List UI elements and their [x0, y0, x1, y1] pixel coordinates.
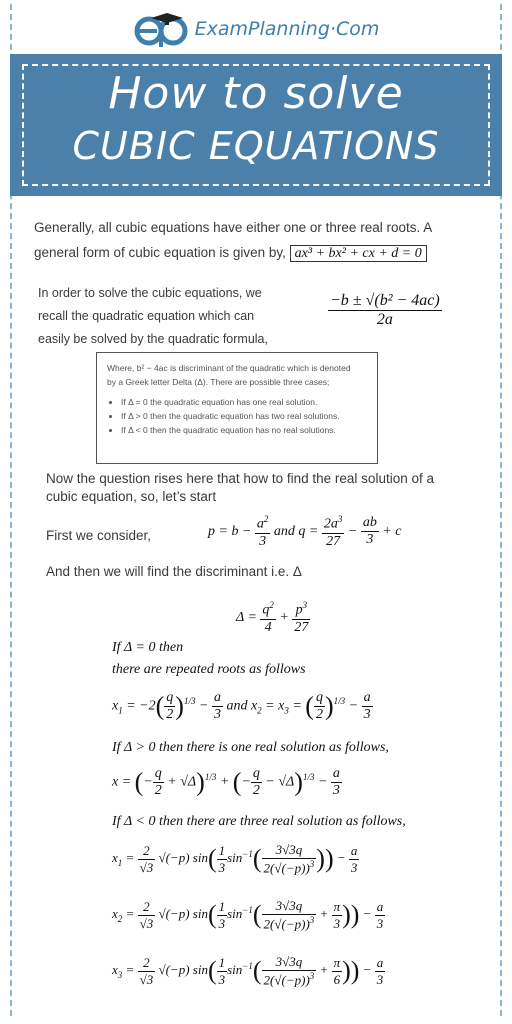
discriminant-text: And then we will find the discriminant i.e. Δ — [46, 564, 302, 579]
quadratic-formula-numerator: −b ± √(b² − 4ac) — [330, 292, 440, 309]
question-line2: cubic equation, so, let’s start — [46, 489, 217, 504]
case-negative-x1: $x_1$ = $\frac{2}{√3}$ √(−p) sin( $\frac{1}{3}$ $\sin^{-1}$( $\frac{3√3q}{2(√(-p))^3}$ )) − $\frac{a}{3}$ — [112, 842, 358, 876]
quadratic-line1: In order to solve the cubic equations, we — [38, 286, 262, 300]
p-q-definition: p = b − $\frac{a^2}{3}$ and q = $\frac{2a^3}{27}$ − $\frac{ab}{3}$ + c — [208, 514, 402, 549]
case-positive-line: If Δ > 0 then there is one real solution as follows, — [112, 740, 389, 755]
intro-line2: general form of cubic equation is given by, — [34, 245, 286, 260]
case-zero-line2: there are repeated roots as follows — [112, 662, 306, 677]
intro-paragraph — [34, 216, 484, 265]
quadratic-line2: recall the quadratic equation which can — [38, 309, 255, 323]
case-negative-x3: $x_3$ = $\frac{2}{√3}$ √(−p) sin( $\frac{1}{3}$ $\sin^{-1}$( $\frac{3√3q}{2(√(-p))^3}$ + $\frac{\pi}{6}$ )) − $\frac{a}{3}$ — [112, 954, 384, 988]
title-banner — [10, 54, 502, 196]
page-title-line1: How to solve — [108, 68, 404, 119]
quadratic-paragraph — [38, 282, 300, 351]
discriminant-note-box — [96, 352, 378, 464]
case-zero-line1: If Δ = 0 then — [112, 640, 184, 655]
note-case-list — [121, 395, 367, 437]
note-case-item: • If Δ < 0 then the quadratic equation has no real solutions. — [121, 423, 367, 437]
note-case-item: • If Δ = 0 the quadratic equation has one real solution. — [121, 395, 367, 409]
general-form-equation: ax³ + bx² + cx + d = 0 — [290, 245, 427, 262]
case-positive-solution: x = (− $\frac{q}{2}$ + √Δ)$^{1/3}$ + (− $\frac{q}{2}$ − √Δ)$^{1/3}$ − $\frac{a}{3}$ — [112, 766, 340, 798]
note-line2: by a Greek letter Delta (Δ). There are possible three cases; — [107, 377, 330, 387]
consider-label: First we consider, — [46, 528, 152, 543]
question-line1: Now the question rises here that how to find the real solution of a — [46, 471, 434, 486]
site-logo[interactable] — [0, 4, 512, 54]
question-paragraph — [46, 470, 486, 506]
and-q-text: and q = — [273, 524, 319, 540]
note-line1: Where, b² − 4ac is discriminant of the quadratic which is denoted — [107, 363, 351, 373]
quadratic-line3: easily be solved by the quadratic formula, — [38, 332, 268, 346]
delta-formula: Δ = $\frac{q^2}{4}$ + $\frac{p^3}{27}$ — [236, 600, 309, 635]
case-zero-solution: $x_1 = -2$( $\frac{q}{2}$ )$^{1/3}$ − $\frac{a}{3}$ and $x_2 = x_3$ = ( $\frac{q}{2}$ )$^{1/3}$ − $\frac{a}{3}$ — [112, 690, 371, 722]
case-zero-and: and — [226, 698, 248, 714]
case-negative-x2: $x_2$ = $\frac{2}{√3}$ √(−p) sin( $\frac{1}{3}$ $\sin^{-1}$( $\frac{3√3q}{2(√(-p))^3}$ + $\frac{\pi}{3}$ )) − $\frac{a}{3}$ — [112, 898, 384, 932]
logo-icon — [133, 9, 189, 49]
page-title-line2: CUBIC EQUATIONS — [72, 124, 440, 168]
note-case-item: • If Δ > 0 then the quadratic equation has two real solutions. — [121, 409, 367, 423]
quadratic-formula-denominator: 2a — [376, 311, 393, 328]
logo-text: ExamPlanning·Com — [194, 18, 380, 40]
case-negative-line: If Δ < 0 then there are three real solution as follows, — [112, 814, 406, 829]
quadratic-formula — [328, 292, 442, 329]
intro-line1: Generally, all cubic equations have either one or three real roots. A — [34, 220, 433, 235]
